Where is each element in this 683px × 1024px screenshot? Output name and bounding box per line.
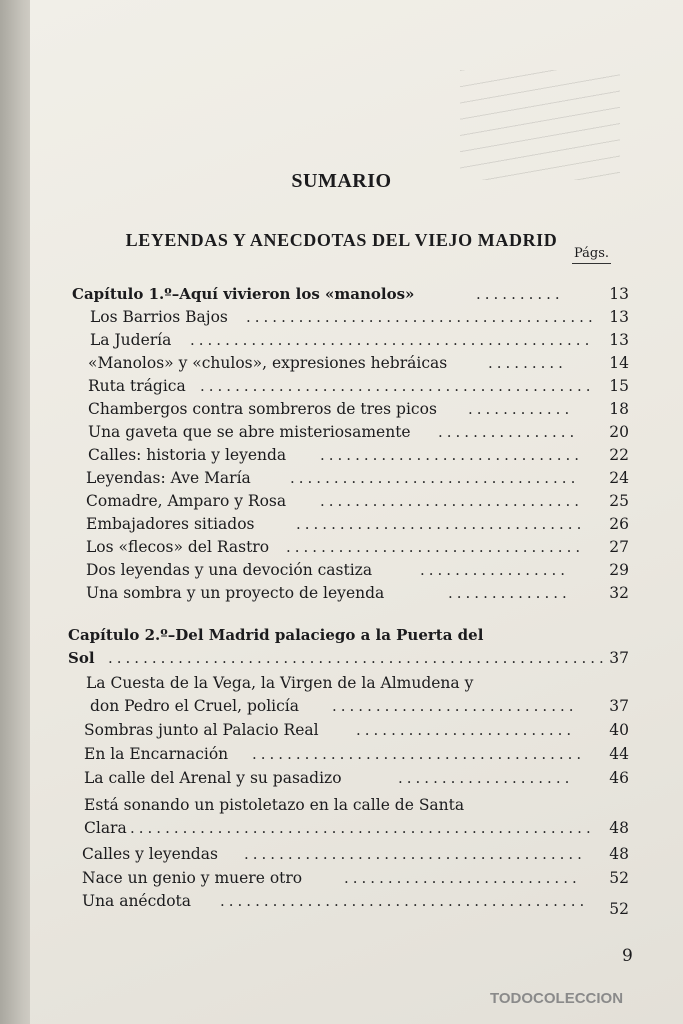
toc-entry-label: Está sonando un pistoletazo en la calle de Santa — [84, 796, 465, 814]
toc-entry-page: 24 — [609, 469, 629, 487]
toc-entry-label: don Pedro el Cruel, policía — [90, 697, 300, 715]
toc-entry-label: Sol — [68, 649, 95, 667]
toc-entry-page: 40 — [609, 721, 629, 739]
toc-entry-page: 13 — [609, 331, 629, 349]
toc-entry — [0, 559, 683, 581]
toc-entry-page: 32 — [609, 584, 629, 602]
toc-entry — [0, 513, 683, 535]
leader-dots: ........................................ — [246, 308, 597, 326]
toc-entry-page: 48 — [609, 819, 629, 837]
toc-entry-label: Calles: historia y leyenda — [88, 446, 287, 464]
toc-entry — [0, 467, 683, 489]
toc-entry — [0, 444, 683, 466]
toc-entry-label: En la Encarnación — [84, 745, 229, 763]
toc-entry — [0, 490, 683, 512]
leader-dots: ................................. — [296, 515, 586, 533]
leader-dots: .................................. — [286, 538, 585, 556]
toc-entry-page: 20 — [609, 423, 629, 441]
toc-entry-label: La Cuesta de la Vega, la Virgen de la Almudena y — [86, 674, 474, 692]
leader-dots: ..................................................... — [130, 819, 595, 837]
toc-entry — [0, 890, 683, 918]
page-number: 9 — [622, 946, 633, 966]
leader-dots: .............. — [448, 584, 571, 602]
toc-entry-line1 — [0, 672, 683, 694]
toc-entry — [0, 843, 683, 865]
toc-entry — [0, 329, 683, 351]
leader-dots: ......... — [488, 354, 567, 372]
toc-entry-label: Sombras junto al Palacio Real — [84, 721, 319, 739]
toc-entry-label: «Manolos» y «chulos», expresiones hebráicas — [88, 354, 448, 372]
toc-entry-label: Capítulo 1.º–Aquí vivieron los «manolos» — [72, 285, 415, 303]
toc-entry — [0, 306, 683, 328]
leader-dots: ................ — [438, 423, 579, 441]
toc-entry-page: 37 — [609, 649, 629, 667]
toc-entry-page: 27 — [609, 538, 629, 556]
toc-entry — [0, 817, 683, 839]
toc-entry-page: 22 — [609, 446, 629, 464]
toc-entry-page: 37 — [609, 697, 629, 715]
toc-entry-chapter-1 — [0, 283, 683, 305]
toc-entry-label: Embajadores sitiados — [86, 515, 255, 533]
section-subtitle: LEYENDAS Y ANECDOTAS DEL VIEJO MADRID — [125, 230, 558, 250]
toc-entry-chapter-2-line1 — [0, 624, 683, 646]
leader-dots: ........................... — [344, 869, 581, 887]
toc-entry — [0, 719, 683, 741]
toc-entry-page: 13 — [609, 308, 629, 326]
toc-entry-page: 18 — [609, 400, 629, 418]
toc-entry — [0, 421, 683, 443]
toc-entry-page: 25 — [609, 492, 629, 510]
toc-entry-label: La calle del Arenal y su pasadizo — [84, 769, 342, 787]
toc-entry-chapter-2 — [0, 647, 683, 669]
toc-entry-label: Una gaveta que se abre misteriosamente — [88, 423, 411, 441]
toc-entry — [0, 695, 683, 717]
toc-entry — [0, 743, 683, 765]
leader-dots: ............................ — [332, 697, 578, 715]
toc-entry — [0, 582, 683, 604]
leader-dots: ............................................. — [200, 377, 595, 395]
toc-entry — [0, 398, 683, 420]
toc-entry-page: 44 — [609, 745, 629, 763]
toc-entry-page: 14 — [609, 354, 629, 372]
toc-entry-page: 46 — [609, 769, 629, 787]
toc-entry-label: Los «flecos» del Rastro — [86, 538, 270, 556]
toc-entry-page: 26 — [609, 515, 629, 533]
toc-entry-label: Capítulo 2.º–Del Madrid palaciego a la Puerta del — [68, 626, 484, 644]
toc-entry-page: 52 — [609, 869, 629, 887]
toc-entry-line1 — [0, 794, 683, 816]
toc-entry — [0, 867, 683, 889]
toc-entry — [0, 767, 683, 789]
leader-dots: ................. — [420, 561, 570, 579]
toc-entry-label: Ruta trágica — [88, 377, 186, 395]
leader-dots: ...................................... — [252, 745, 586, 763]
toc-entry-label: La Judería — [90, 331, 172, 349]
leader-dots: .............................. — [320, 492, 584, 510]
toc-entry-page: 52 — [609, 900, 629, 918]
leader-dots: ................................. — [290, 469, 580, 487]
toc-entry-page: 15 — [609, 377, 629, 395]
pages-column-header: Págs. — [572, 246, 611, 264]
toc-entry-label: Los Barrios Bajos — [90, 308, 228, 326]
leader-dots: .............................. — [320, 446, 584, 464]
leader-dots: ......................... — [356, 721, 576, 739]
leader-dots: ............ — [468, 400, 574, 418]
toc-entry — [0, 352, 683, 374]
leader-dots: .......................................... — [220, 892, 589, 910]
toc-entry-label: Calles y leyendas — [82, 845, 218, 863]
toc-entry-page: 29 — [609, 561, 629, 579]
leader-dots: ......................................................... — [108, 649, 608, 667]
watermark: TODOCOLECCION — [490, 990, 624, 1007]
leader-dots: .......... — [476, 285, 564, 303]
toc-entry — [0, 536, 683, 558]
toc-entry-label: Dos leyendas y una devoción castiza — [86, 561, 373, 579]
leader-dots: .................... — [398, 769, 574, 787]
toc-entry-label: Leyendas: Ave María — [86, 469, 251, 487]
leader-dots: ....................................... — [244, 845, 586, 863]
toc-entry-label: Nace un genio y muere otro — [82, 869, 303, 887]
toc-entry-label: Comadre, Amparo y Rosa — [86, 492, 287, 510]
show-through-text — [460, 70, 620, 180]
toc-entry-page: 48 — [609, 845, 629, 863]
toc-entry — [0, 375, 683, 397]
page-title: SUMARIO — [291, 170, 392, 192]
toc-entry-label: Una sombra y un proyecto de leyenda — [86, 584, 385, 602]
toc-entry-page: 13 — [609, 285, 629, 303]
toc-entry-label: Clara — [84, 819, 127, 837]
toc-entry-label: Una anécdota — [82, 892, 192, 910]
toc-entry-label: Chambergos contra sombreros de tres picos — [88, 400, 437, 418]
leader-dots: .............................................. — [190, 331, 594, 349]
